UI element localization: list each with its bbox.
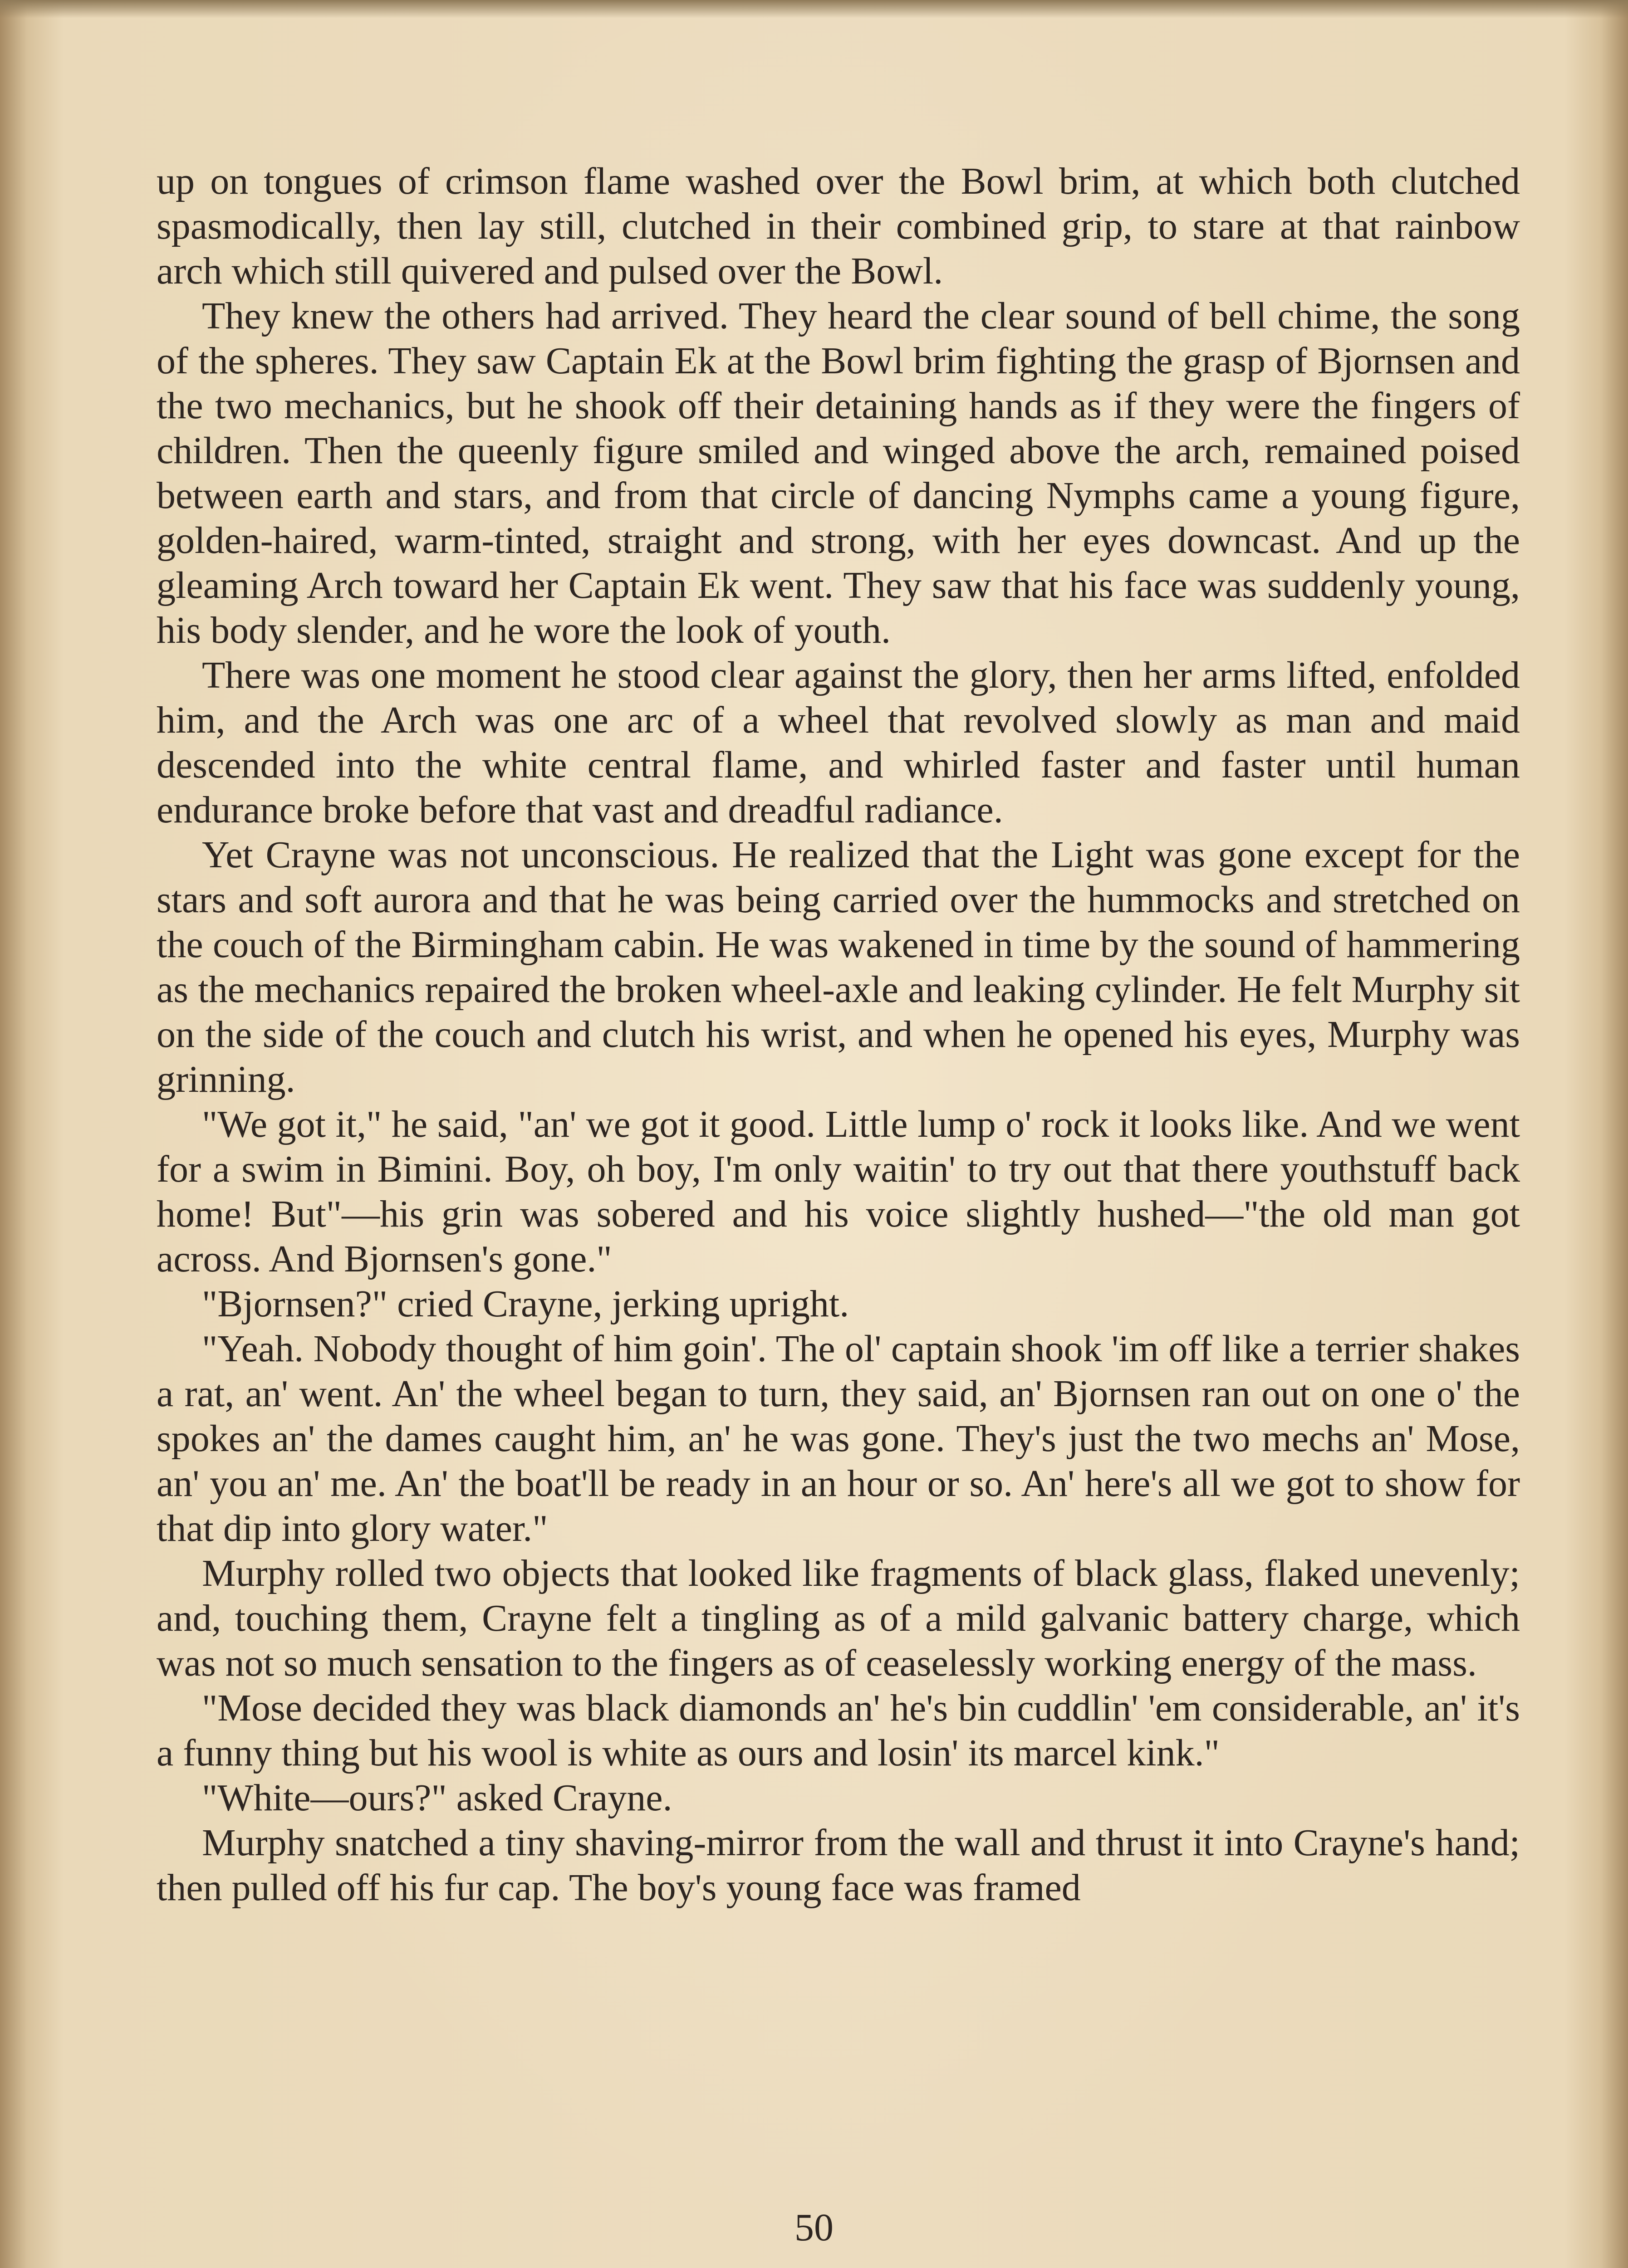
paragraph: up on tongues of crimson flame washed over the Bowl brim, at which both clutched spasmodically, then lay still, clutched in their combined grip, to stare at that rainbow arch which still quivered and pulsed over the Bowl.	[157, 160, 1520, 292]
paragraph: Murphy rolled two objects that looked like fragments of black glass, flaked unevenly; and, touching them, Crayne felt a tingling as of a mild galvanic battery charge, which was not so much sensation to the fingers as of ceaselessly working energy of the mass.	[157, 1552, 1520, 1684]
paragraph: There was one moment he stood clear against the glory, then her arms lifted, enfolded him, and the Arch was one arc of a wheel that revolved slowly as man and maid descended into the white central flame, and whirled faster and faster until human endurance broke before that vast and dreadful radiance.	[157, 654, 1520, 831]
paragraph: "Yeah. Nobody thought of him goin'. The ol' captain shook 'im off like a terrier shakes a rat, an' went. An' the wheel began to turn, they said, an' Bjornsen ran out on one o' the spokes an' the dames caught him, an' he was gone. They's just the two mechs an' Mose, an' you an' me. An' the boat'll be ready in an hour or so. An' here's all we got to show for that dip into glory water."	[157, 1328, 1520, 1549]
body-text	[157, 159, 1520, 1910]
paragraph: "White—ours?" asked Crayne.	[202, 1777, 672, 1819]
paragraph: "We got it," he said, "an' we got it good. Little lump o' rock it looks like. And we went for a swim in Bimini. Boy, oh boy, I'm only waitin' to try out that there youthstuff back home! But"—his grin was sobered and his voice slightly hushed—"the old man got across. And Bjornsen's gone."	[157, 1103, 1520, 1280]
paragraph: They knew the others had arrived. They heard the clear sound of bell chime, the song of the spheres. They saw Captain Ek at the Bowl brim fighting the grasp of Bjornsen and the two mechanics, but he shook off their detaining hands as if they were the fingers of children. Then the queenly figure smiled and winged above the arch, remained poised between earth and stars, and from that circle of dancing Nymphs came a young figure, golden-haired, warm-tinted, straight and strong, with her eyes downcast. And up the gleaming Arch toward her Captain Ek went. They saw that his face was suddenly young, his body slender, and he wore the look of youth.	[157, 295, 1520, 651]
paragraph: "Mose decided they was black diamonds an' he's bin cuddlin' 'em considerable, an' it's a funny thing but his wool is white as ours and losin' its marcel kink."	[157, 1687, 1520, 1774]
paragraph: Yet Crayne was not unconscious. He realized that the Light was gone except for the stars and soft aurora and that he was being carried over the hummocks and stretched on the couch of the Birmingham cabin. He was wakened in time by the sound of hammering as the mechanics repaired the broken wheel-axle and leaking cylinder. He felt Murphy sit on the side of the couch and clutch his wrist, and when he opened his eyes, Murphy was grinning.	[157, 834, 1520, 1100]
page-edge-top	[0, 0, 1628, 18]
page-number: 50	[794, 2205, 834, 2249]
paragraph: "Bjornsen?" cried Crayne, jerking upright.	[202, 1283, 849, 1325]
paragraph: Murphy snatched a tiny shaving-mirror from the wall and thrust it into Crayne's hand; then pulled off his fur cap. The boy's young face was framed	[157, 1822, 1520, 1909]
